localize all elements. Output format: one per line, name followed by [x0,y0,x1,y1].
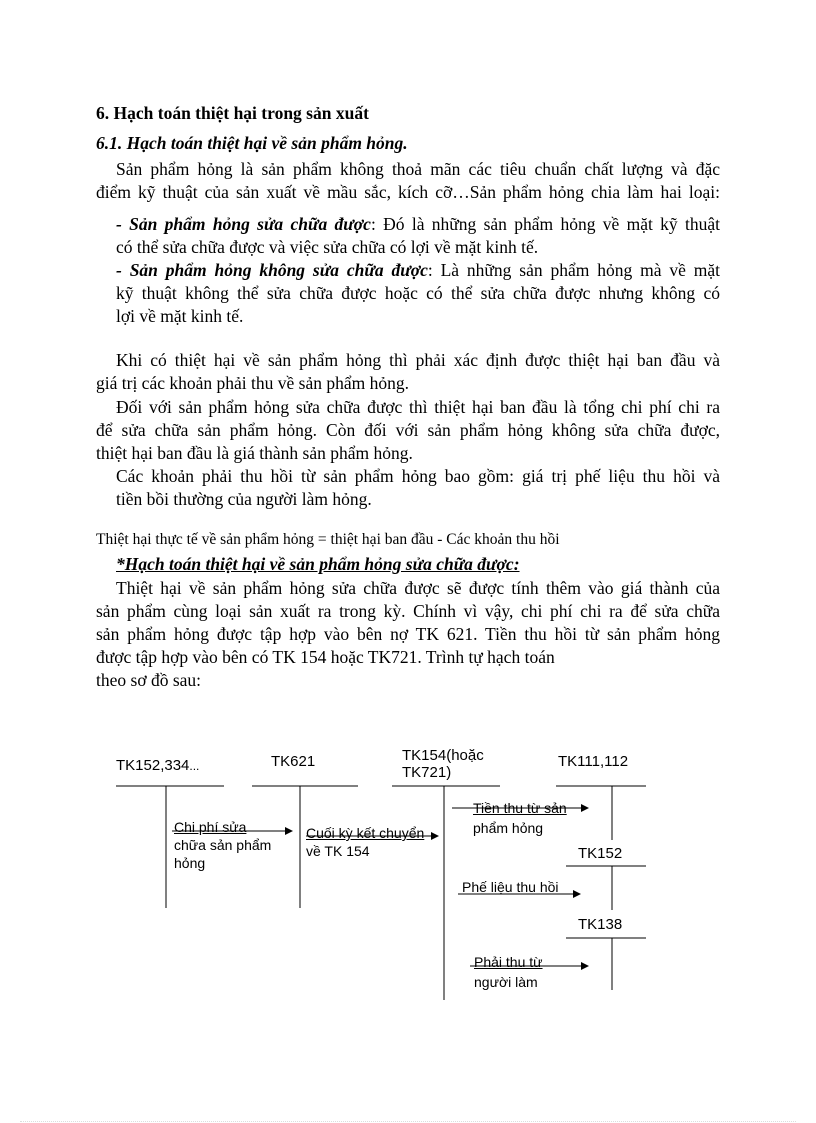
section2-line-5: theo sơ đồ sau: [96,670,202,690]
unfixable-label: - Sản phẩm hỏng không sửa chữa được [116,260,428,280]
entry-transfer-154: Cuối kỳ kết chuyển về TK 154 [306,825,425,859]
section-heading: 6. Hạch toán thiệt hại trong sản xuất [96,103,369,123]
section2-line-4: được tập hợp vào bên có TK 154 hoặc TK721. Trình tự hạch toán [96,647,555,667]
p3-line-1: Các khoản phải thu hồi từ sản phẩm hỏng bao gồm: giá trị phế liệu thu hồi và [116,466,720,486]
entry-scrap: Phế liệu thu hồi [462,879,559,895]
account-label-154: TK154(hoặc TK721) [402,747,484,781]
unfixable-text-cont: kỹ thuật không thể sửa chữa được hoặc có thể sửa chữa được nhưng không có [116,283,720,303]
p1-line-1: Khi có thiệt hại về sản phẩm hỏng thì phải xác định được thiệt hại ban đầu và [116,350,720,370]
p2-line-2: để sửa chữa sản phẩm hỏng. Còn đối với sản phẩm hỏng không sửa chữa được, [96,420,720,440]
entry-repair-cost: Chi phí sửa chữa sản phẩm hỏng [174,819,272,871]
section2-line-1: Thiệt hại về sản phẩm hỏng sửa chữa được sẽ được tính thêm vào giá thành của [116,578,720,598]
page-bottom-border [20,1121,796,1122]
p2-line-3: thiệt hại ban đầu là giá thành sản phẩm hỏng. [96,443,413,463]
section2-title: *Hạch toán thiệt hại về sản phẩm hỏng sửa chữa được: [116,554,520,574]
account-label-621: TK621 [271,753,316,770]
section2-line-2: sản phẩm cùng loại sản xuất ra trong kỳ. Chính vì vậy, chi phí chi ra để sửa chữa [96,601,720,621]
p2-line-1: Đối với sản phẩm hỏng sửa chữa được thì thiệt hại ban đầu là tổng chi phí chi ra [116,397,720,417]
account-label-111-112: TK111,112 [558,753,629,770]
fixable-text-cont: có thể sửa chữa được và việc sửa chữa có lợi về mặt kinh tế. [116,237,539,257]
account-label-138: TK138 [578,916,623,933]
loss-formula: Thiệt hại thực tế về sản phẩm hỏng = thiệt hại ban đầu - Các khoản thu hồi [96,531,560,548]
section2-line-3: sản phẩm hỏng được tập hợp vào bên nợ TK 621. Tiền thu hồi từ sản phẩm hỏng [96,624,720,644]
p1-line-2: giá trị các khoản phải thu về sản phẩm hỏng. [96,373,409,393]
account-label-152-334: TK152,334... [116,757,200,774]
fixable-label: - Sản phẩm hỏng sửa chữa được [116,214,371,234]
p3-line-2: tiền bồi thường của người làm hỏng. [116,489,372,509]
intro-line-2: điểm kỹ thuật của sản xuất về mầu sắc, kích cỡ…Sản phẩm hỏng chia làm hai loại: [96,182,720,202]
subsection-heading: 6.1. Hạch toán thiệt hại về sản phẩm hỏng. [96,133,408,153]
account-label-152: TK152 [578,845,623,862]
unfixable-text: : Là những sản phẩm hỏng mà về mặt [427,260,720,280]
entry-receivable: Phải thu từ người làm [474,954,543,990]
entry-cash-recovery: Tiền thu từ sản phẩm hỏng [473,800,567,836]
fixable-text: : Đó là những sản phẩm hỏng về mặt kỹ thuật [370,214,720,234]
unfixable-text-end: lợi về mặt kinh tế. [116,306,244,326]
intro-line-1: Sản phẩm hỏng là sản phẩm không thoả mãn các tiêu chuẩn chất lượng và đặc [116,159,720,179]
